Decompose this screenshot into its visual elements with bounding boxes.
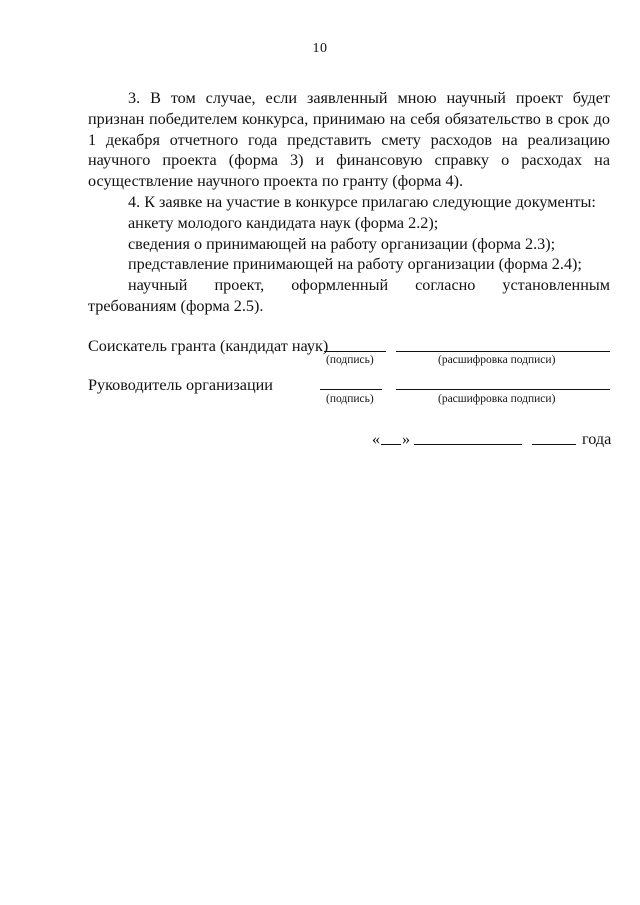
document-body [88, 88, 610, 317]
signature-label-director: Руководитель организации [88, 376, 273, 394]
date-day-blank [381, 444, 401, 445]
paragraph-obligation: 3. В том случае, если заявленный мною научный проект будет признан победителем конкурса, принимаю на себя обязательство в срок до 1 декабря отчетного года представить смету расходов на реализацию научного проекта (форма 3) и финансовую справку о расходах на осуществление научного проекта по гранту (форма 4). [88, 89, 610, 191]
list-item-form-2-3: сведения о принимающей на работу организации (форма 2.3); [128, 234, 556, 253]
caption-signature-applicant: (подпись) [326, 354, 374, 366]
date-line [372, 430, 612, 452]
list-item-form-2-5: научный проект, оформленный согласно установленным требованиям (форма 2.5). [88, 276, 610, 315]
decode-line-director [396, 389, 610, 390]
list-item-form-2-4: представление принимающей на работу организации (форма 2.4); [128, 255, 582, 274]
caption-decode-applicant: (расшифровка подписи) [438, 354, 556, 366]
date-year-suffix: года [582, 430, 612, 448]
date-month-blank [414, 444, 522, 445]
decode-line-applicant [396, 351, 610, 352]
list-item-form-2-2: анкету молодого кандидата наук (форма 2.2); [128, 213, 439, 232]
caption-decode-director: (расшифровка подписи) [438, 393, 556, 405]
paragraph-attachments-intro: 4. К заявке на участие в конкурсе прилагаю следующие документы: [128, 192, 596, 211]
page-number: 10 [312, 41, 328, 56]
date-open-quote: « [372, 430, 381, 448]
date-year-blank [532, 444, 576, 445]
signature-line-director [320, 389, 382, 390]
signature-label-applicant: Соискатель гранта (кандидат наук) [88, 337, 329, 355]
caption-signature-director: (подпись) [326, 393, 374, 405]
date-close-quote: » [402, 430, 411, 448]
signature-line-applicant [324, 351, 386, 352]
